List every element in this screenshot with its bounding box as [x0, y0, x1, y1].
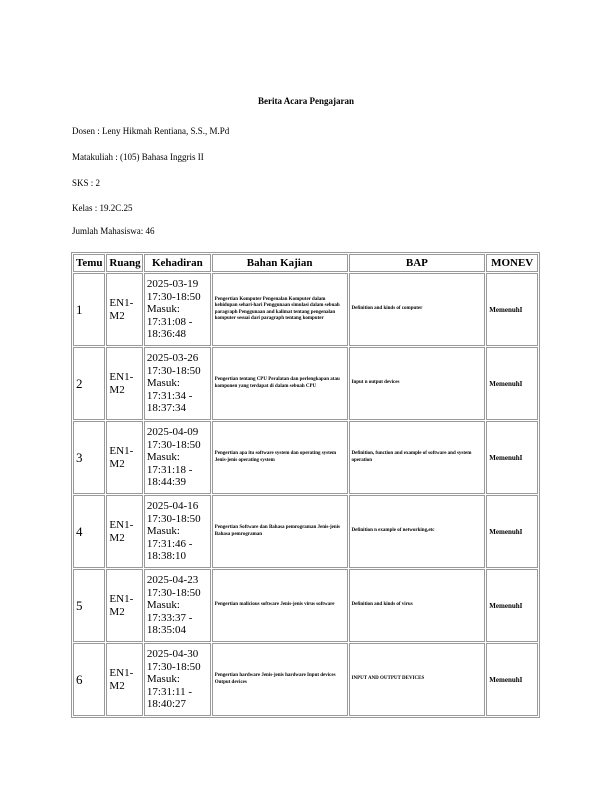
- cell-kehadiran: 2025-04-09 17:30-18:50 Masuk: 17:31:18 - 18:44:39: [144, 421, 211, 494]
- cell-bahan-kajian: Pengertian Komputer Pengenalan Komputer dalam kehidupan sehari-hari Penggunaan simulasi dalam sebuah paragraph Penggunaan and kalimat tentang pengenalan komputer sesuai dari paragraph tentang komputer: [212, 273, 348, 346]
- table-header-row: [73, 254, 538, 272]
- cell-monev: MemenuhI: [486, 495, 538, 568]
- cell-monev: MemenuhI: [486, 643, 538, 716]
- cell-bap: Definition, function and example of software and system operation: [349, 421, 486, 494]
- cell-kehadiran: 2025-03-19 17:30-18:50 Masuk: 17:31:08 - 18:36:48: [144, 273, 211, 346]
- cell-temu: 2: [73, 347, 105, 420]
- cell-kehadiran: 2025-04-23 17:30-18:50 Masuk: 17:33:37 - 18:35:04: [144, 569, 211, 642]
- teaching-report-table: [71, 252, 540, 718]
- cell-bap: Input n output devices: [349, 347, 486, 420]
- cell-bahan-kajian: Pengertian apa itu software system dan operating system Jenis-jenis operating system: [212, 421, 348, 494]
- cell-bap: Definition n example of networking,etc: [349, 495, 486, 568]
- table-row: [73, 421, 538, 494]
- cell-bahan-kajian: Pengertian Software dan Bahasa pemrograman Jenis-jenis Bahasa pemrograman: [212, 495, 348, 568]
- table-row: [73, 643, 538, 716]
- cell-ruang: EN1-M2: [106, 569, 142, 642]
- cell-ruang: EN1-M2: [106, 273, 142, 346]
- cell-bap: Definition and kinds of computer: [349, 273, 486, 346]
- course-info: Matakuliah : (105) Bahasa Inggris II: [72, 152, 204, 162]
- cell-bap: INPUT AND OUTPUT DEVICES: [349, 643, 486, 716]
- table-row: [73, 347, 538, 420]
- header-temu: Temu: [73, 254, 105, 272]
- cell-bahan-kajian: Pengertian tentang CPU Peralatan dan perlengkapan atau komponen yang terdapat di dalam sebuah CPU: [212, 347, 348, 420]
- table-row: [73, 273, 538, 346]
- page-title: Berita Acara Pengajaran: [258, 96, 354, 106]
- cell-temu: 6: [73, 643, 105, 716]
- cell-ruang: EN1-M2: [106, 495, 142, 568]
- cell-temu: 1: [73, 273, 105, 346]
- cell-kehadiran: 2025-04-16 17:30-18:50 Masuk: 17:31:46 - 18:38:10: [144, 495, 211, 568]
- cell-ruang: EN1-M2: [106, 421, 142, 494]
- cell-kehadiran: 2025-03-26 17:30-18:50 Masuk: 17:31:34 - 18:37:34: [144, 347, 211, 420]
- cell-ruang: EN1-M2: [106, 347, 142, 420]
- cell-bap: Definition and kinds of virus: [349, 569, 486, 642]
- table-row: [73, 495, 538, 568]
- header-kehadiran: Kehadiran: [144, 254, 211, 272]
- student-count-info: Jumlah Mahasiswa: 46: [72, 226, 155, 236]
- cell-temu: 3: [73, 421, 105, 494]
- cell-monev: MemenuhI: [486, 347, 538, 420]
- cell-temu: 4: [73, 495, 105, 568]
- cell-monev: MemenuhI: [486, 569, 538, 642]
- cell-monev: MemenuhI: [486, 421, 538, 494]
- header-bahan-kajian: Bahan Kajian: [212, 254, 348, 272]
- cell-bahan-kajian: Pengertian hardware Jenis-jenis hardware Input devices Output devices: [212, 643, 348, 716]
- cell-monev: MemenuhI: [486, 273, 538, 346]
- cell-bahan-kajian: Pengertian malicious software Jenis-jenis virus software: [212, 569, 348, 642]
- header-ruang: Ruang: [106, 254, 142, 272]
- cell-kehadiran: 2025-04-30 17:30-18:50 Masuk: 17:31:11 - 18:40:27: [144, 643, 211, 716]
- header-bap: BAP: [349, 254, 486, 272]
- header-monev: MONEV: [486, 254, 538, 272]
- class-info: Kelas : 19.2C.25: [72, 203, 133, 213]
- cell-temu: 5: [73, 569, 105, 642]
- credits-info: SKS : 2: [72, 178, 101, 188]
- lecturer-info: Dosen : Leny Hikmah Rentiana, S.S., M.Pd: [72, 126, 230, 136]
- cell-ruang: EN1-M2: [106, 643, 142, 716]
- table-row: [73, 569, 538, 642]
